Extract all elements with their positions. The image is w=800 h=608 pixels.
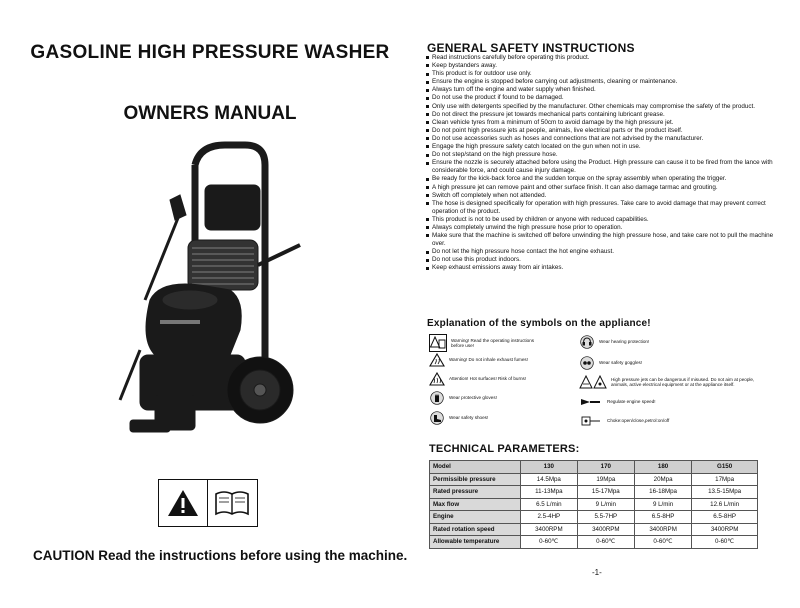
symbol-description: Wear safety goggles!: [599, 360, 643, 366]
table-row: [430, 511, 758, 524]
safety-shoes-icon: [429, 410, 445, 426]
column-header: G150: [692, 461, 758, 474]
table-cell: 3400RPM: [692, 523, 758, 536]
list-item: Do not step/stand on the high pressure hose.: [426, 151, 786, 159]
row-label: Rated pressure: [430, 486, 521, 499]
warning-symbols: [158, 479, 258, 527]
table-cell: 15-17Mpa: [577, 486, 634, 499]
table-cell: 9 L/min: [577, 498, 634, 511]
symbol-description: Warning! Read the operating instructions before use!: [451, 337, 535, 348]
table-cell: 5.5-7HP: [577, 511, 634, 524]
list-item: Do not use this product indoors.: [426, 256, 786, 264]
hot-surface-icon: [429, 371, 445, 387]
table-row: [430, 523, 758, 536]
list-item: Only use with detergents specified by the manufacturer. Other chemicals may compromise the safety of the product.: [426, 103, 786, 111]
table-cell: 11-13Mpa: [521, 486, 578, 499]
symbol-description: Attention! Hot surfaces! Risk of burns!: [449, 376, 527, 382]
list-item: Clean vehicle tyres from a minimum of 50cm to avoid damage by the high pressure jet.: [426, 119, 786, 127]
table-cell: 16-18Mpa: [634, 486, 691, 499]
safety-list: [426, 54, 786, 273]
list-item: Do not use accessories such as hoses and connections that are not advised by the manufacturer.: [426, 135, 786, 143]
list-item: A high pressure jet can remove paint and other surface finish. It can also damage tarmac and grouting.: [426, 184, 786, 192]
table-cell: 20Mpa: [634, 473, 691, 486]
table-cell: 12.6 L/min: [692, 498, 758, 511]
symbol-item: [429, 390, 537, 406]
page-title: GASOLINE HIGH PRESSURE WASHER: [30, 42, 390, 63]
column-header: 180: [634, 461, 691, 474]
right-page: [420, 0, 792, 608]
symbol-item: [579, 413, 695, 429]
page-number: -1-: [592, 568, 602, 577]
list-item: Do not let the high pressure hose contact the hot engine exhaust.: [426, 248, 786, 256]
symbol-item: [579, 374, 761, 390]
row-label: Max flow: [430, 498, 521, 511]
symbol-item: [429, 371, 537, 387]
list-item: The hose is designed specifically for operation with high pressures. Take care to avoid damage that may prevent correct operation of the product.: [426, 200, 786, 216]
pressure-washer-image: [100, 140, 330, 460]
table-row: [430, 473, 758, 486]
symbol-item: [429, 410, 537, 426]
open-book-icon: [207, 480, 256, 526]
table-row: [430, 536, 758, 549]
table-row: [430, 498, 758, 511]
list-item: Do not use the product if found to be damaged.: [426, 94, 786, 102]
list-item: Make sure that the machine is switched off before unwinding the high pressure hose, and take care not to pull the machine over.: [426, 232, 786, 248]
petrol-valve-icon: [579, 413, 603, 429]
symbol-item: [429, 334, 539, 352]
symbol-item: [429, 352, 537, 368]
table-cell: 3400RPM: [577, 523, 634, 536]
table-cell: 14.5Mpa: [521, 473, 578, 486]
column-header: 130: [521, 461, 578, 474]
symbol-item: [579, 355, 687, 371]
technical-table: [429, 460, 758, 549]
caution-note: CAUTION Read the instructions before using the machine.: [33, 548, 408, 563]
hearing-protection-icon: [579, 334, 595, 350]
list-item: Always completely unwind the high pressure hose prior to operation.: [426, 224, 786, 232]
column-header: Model: [430, 461, 521, 474]
safety-title: GENERAL SAFETY INSTRUCTIONS: [427, 41, 635, 55]
table-cell: 0-60℃: [634, 536, 691, 549]
list-item: Do not point high pressure jets at people, animals, live electrical parts or the product itself.: [426, 127, 786, 135]
manual-subtitle: OWNERS MANUAL: [123, 103, 297, 124]
symbol-item: [579, 334, 687, 350]
warning-book-icon: [429, 334, 447, 352]
symbol-description: Choke:open/close,petrol:on/off: [607, 418, 670, 424]
engine-speed-icon: [579, 394, 603, 410]
list-item: Do not direct the pressure jet towards mechanical parts containing lubricant grease.: [426, 111, 786, 119]
list-item: Keep exhaust emissions away from air intakes.: [426, 264, 786, 272]
safety-goggles-icon: [579, 355, 595, 371]
symbol-description: Wear protective gloves!: [449, 395, 497, 401]
row-label: Allowable temperature: [430, 536, 521, 549]
row-label: Permissible pressure: [430, 473, 521, 486]
list-item: Keep bystanders away.: [426, 62, 786, 70]
table-header-row: [430, 461, 758, 474]
gloves-icon: [429, 390, 445, 406]
table-cell: 6.5-8HP: [692, 511, 758, 524]
symbol-item: [579, 394, 695, 410]
symbol-description: High pressure jets can be dangerous if misused. Do not aim at people, animals, active electrical equipment or at the appliance itself.: [611, 376, 755, 387]
table-cell: 6.5-8HP: [634, 511, 691, 524]
symbol-description: Wear safety shoes!: [449, 415, 489, 421]
table-cell: 6.5 L/min: [521, 498, 578, 511]
table-cell: 9 L/min: [634, 498, 691, 511]
technical-title: TECHNICAL PARAMETERS:: [429, 443, 580, 455]
list-item: Always turn off the engine and water supply when finished.: [426, 86, 786, 94]
table-cell: 0-60℃: [521, 536, 578, 549]
list-item: Read instructions carefully before operating this product.: [426, 54, 786, 62]
list-item: Engage the high pressure safety catch located on the gun when not in use.: [426, 143, 786, 151]
list-item: Ensure the engine is stopped before carrying out adjustments, cleaning or maintenance.: [426, 78, 786, 86]
list-item: Ensure the nozzle is securely attached before using the Product. High pressure can cause it to be fired from the lance with considerable force, and could cause injury damage.: [426, 159, 786, 175]
list-item: This product is not to be used by children or anyone with reduced capabilities.: [426, 216, 786, 224]
symbols-title: Explanation of the symbols on the appliance!: [427, 318, 651, 329]
table-cell: 19Mpa: [577, 473, 634, 486]
table-cell: 13.5-15Mpa: [692, 486, 758, 499]
row-label: Rated rotation speed: [430, 523, 521, 536]
table-cell: 3400RPM: [521, 523, 578, 536]
table-row: [430, 486, 758, 499]
symbol-description: Warning! Do not inhale exhaust fumes!: [449, 357, 528, 363]
row-label: Engine: [430, 511, 521, 524]
symbol-description: Regulate engine speed!: [607, 399, 656, 405]
symbol-description: Wear hearing protection!: [599, 339, 650, 345]
table-cell: 2.5-4HP: [521, 511, 578, 524]
table-cell: 3400RPM: [634, 523, 691, 536]
exhaust-fumes-icon: [429, 352, 445, 368]
column-header: 170: [577, 461, 634, 474]
table-cell: 17Mpa: [692, 473, 758, 486]
no-spray-icon: [579, 374, 607, 390]
table-cell: 0-60℃: [577, 536, 634, 549]
list-item: This product is for outdoor use only.: [426, 70, 786, 78]
list-item: Switch off completely when not attended.: [426, 192, 786, 200]
list-item: Be ready for the kick-back force and the sudden torque on the spray assembly when operating the trigger.: [426, 175, 786, 183]
table-cell: 0-60℃: [692, 536, 758, 549]
warning-triangle-icon: [159, 480, 207, 526]
